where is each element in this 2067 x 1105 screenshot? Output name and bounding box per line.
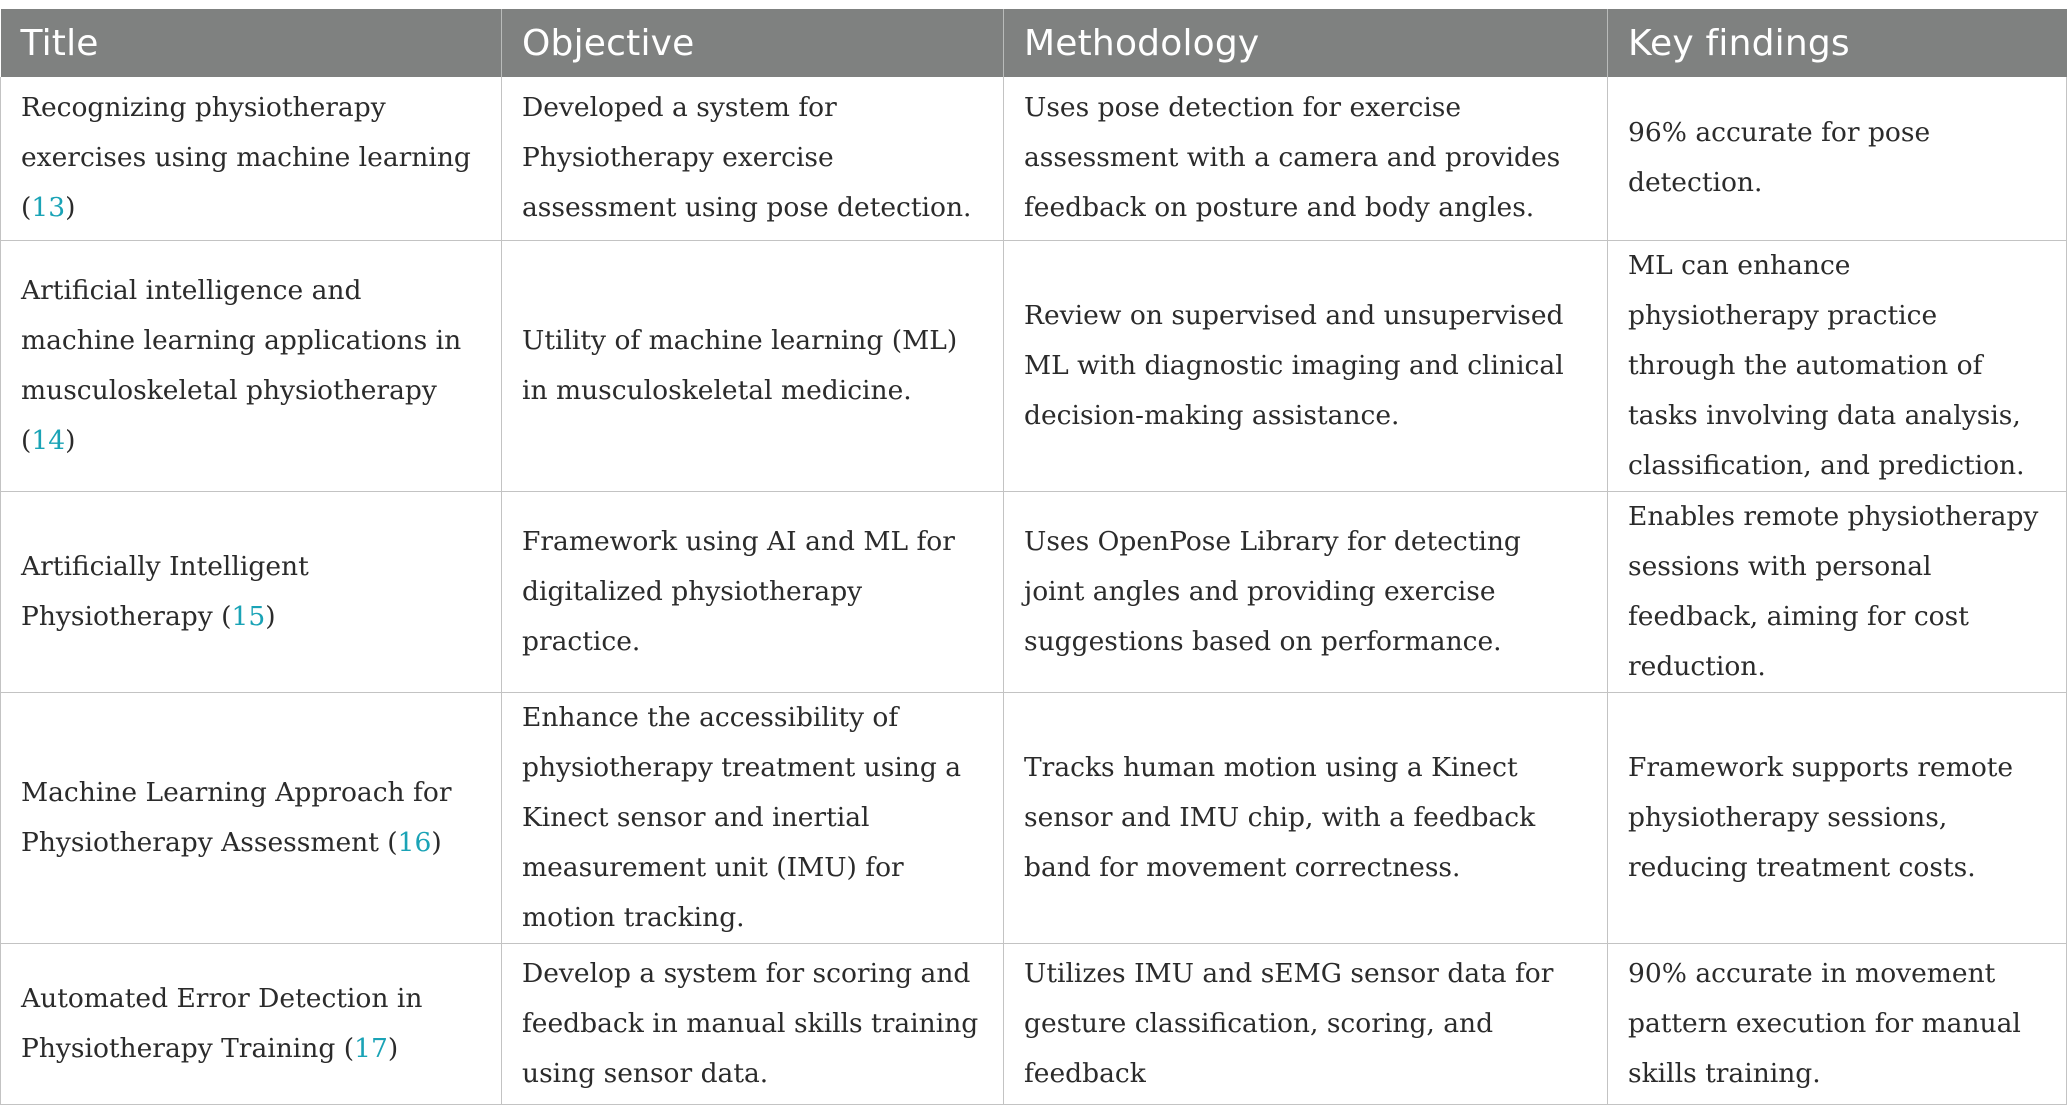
title-text: Artificial intelligence and machine learning applications in musculoskeletal physiotherapy ( [21, 274, 462, 456]
title-close-paren: ) [387, 1032, 399, 1064]
table-row [1, 77, 2067, 240]
cell-methodology: Uses pose detection for exercise assessment with a camera and provides feedback on posture and body angles. [1004, 77, 1608, 240]
table-body [1, 77, 2067, 1104]
citation-link[interactable]: 14 [31, 424, 66, 456]
citation-link[interactable]: 16 [397, 826, 432, 858]
table-row [1, 692, 2067, 943]
cell-objective: Framework using AI and ML for digitalized physiotherapy practice. [502, 491, 1004, 692]
title-close-paren: ) [65, 192, 76, 224]
citation-link[interactable]: 17 [354, 1032, 388, 1064]
table-header [1, 9, 2067, 77]
cell-key-findings: 96% accurate for pose detection. [1608, 77, 2067, 240]
table-row [1, 240, 2067, 491]
cell-methodology: Utilizes IMU and sEMG sensor data for gesture classification, scoring, and feedback [1004, 943, 1608, 1104]
cell-methodology: Tracks human motion using a Kinect sensor and IMU chip, with a feedback band for movement correctness. [1004, 692, 1608, 943]
header-key-findings: Key findings [1608, 9, 2067, 77]
header-title: Title [1, 9, 502, 77]
cell-objective: Develop a system for scoring and feedback in manual skills training using sensor data. [502, 943, 1004, 1104]
title-close-paren: ) [65, 424, 76, 456]
cell-methodology: Review on supervised and unsupervised ML with diagnostic imaging and clinical decision-making assistance. [1004, 240, 1608, 491]
cell-key-findings: Enables remote physiotherapy sessions with personal feedback, aiming for cost reduction. [1608, 491, 2067, 692]
cell-title [1, 240, 502, 491]
title-text: Automated Error Detection in Physiotherapy Training ( [21, 982, 423, 1064]
title-text: Machine Learning Approach for Physiotherapy Assessment ( [21, 776, 452, 858]
header-row [1, 9, 2067, 77]
studies-table [0, 9, 2067, 1105]
title-text: Artificially Intelligent Physiotherapy ( [21, 550, 309, 632]
cell-key-findings: 90% accurate in movement pattern execution for manual skills training. [1608, 943, 2067, 1104]
cell-title [1, 943, 502, 1104]
cell-objective: Utility of machine learning (ML) in musculoskeletal medicine. [502, 240, 1004, 491]
header-methodology: Methodology [1004, 9, 1608, 77]
cell-title [1, 491, 502, 692]
table-row [1, 943, 2067, 1104]
citation-link[interactable]: 13 [31, 192, 66, 224]
cell-title [1, 692, 502, 943]
header-objective: Objective [502, 9, 1004, 77]
title-close-paren: ) [265, 600, 276, 632]
title-close-paren: ) [431, 826, 442, 858]
cell-methodology: Uses OpenPose Library for detecting joint angles and providing exercise suggestions based on performance. [1004, 491, 1608, 692]
cell-objective: Developed a system for Physiotherapy exercise assessment using pose detection. [502, 77, 1004, 240]
cell-title [1, 77, 502, 240]
cell-objective: Enhance the accessibility of physiotherapy treatment using a Kinect sensor and inertial measurement unit (IMU) for motion tracking. [502, 692, 1004, 943]
title-text: Recognizing physiotherapy exercises using machine learning ( [21, 92, 471, 224]
table-row [1, 491, 2067, 692]
cell-key-findings: Framework supports remote physiotherapy sessions, reducing treatment costs. [1608, 692, 2067, 943]
cell-key-findings: ML can enhance physiotherapy practice through the automation of tasks involving data analysis, classification, and prediction. [1608, 240, 2067, 491]
citation-link[interactable]: 15 [231, 600, 266, 632]
